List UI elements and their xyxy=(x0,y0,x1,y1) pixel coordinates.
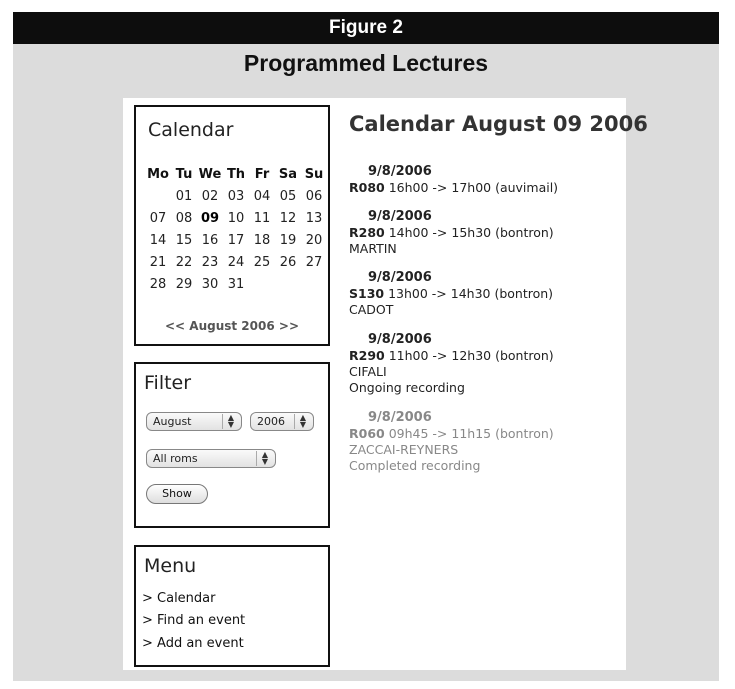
event-date: 9/8/2006 xyxy=(368,270,432,285)
calendar-day[interactable]: 09 xyxy=(200,210,220,226)
calendar-day[interactable]: 04 xyxy=(253,188,271,204)
calendar-week xyxy=(145,273,327,295)
calendar-day[interactable]: 28 xyxy=(149,276,167,292)
calendar-day[interactable]: 24 xyxy=(227,254,245,270)
calendar-day[interactable]: 29 xyxy=(175,276,193,292)
event-time: 13h00 -> 14h30 (bontron) xyxy=(388,286,554,301)
calendar-week xyxy=(145,185,327,207)
calendar-day[interactable]: 23 xyxy=(201,254,219,270)
calendar-day[interactable]: 07 xyxy=(149,210,167,226)
calendar-day[interactable]: 18 xyxy=(253,232,271,248)
weekday-header: Tu xyxy=(175,166,193,182)
calendar-day[interactable]: 01 xyxy=(175,188,193,204)
calendar-empty-cell xyxy=(275,273,301,295)
menu-item-calendar[interactable]: > Calendar xyxy=(142,591,216,606)
calendar-day[interactable]: 13 xyxy=(305,210,323,226)
event-room: R280 xyxy=(349,225,385,240)
room-select[interactable] xyxy=(146,449,276,468)
calendar-week xyxy=(145,229,327,251)
event-room: R060 xyxy=(349,426,385,441)
calendar-day[interactable]: 11 xyxy=(253,210,271,226)
event-item[interactable] xyxy=(349,410,554,474)
month-select[interactable] xyxy=(146,412,242,431)
calendar-day[interactable]: 31 xyxy=(227,276,245,292)
calendar-day[interactable]: 15 xyxy=(175,232,193,248)
year-select-value: 2006 xyxy=(257,415,285,428)
event-room: R080 xyxy=(349,180,385,195)
calendar-day[interactable]: 06 xyxy=(305,188,323,204)
weekday-header: Th xyxy=(226,166,246,182)
calendar-grid xyxy=(145,163,327,295)
event-speaker: CIFALI xyxy=(349,364,387,379)
event-date: 9/8/2006 xyxy=(368,410,432,425)
event-speaker: MARTIN xyxy=(349,241,397,256)
weekday-header: Sa xyxy=(278,166,298,182)
event-time: 11h00 -> 12h30 (bontron) xyxy=(388,348,554,363)
event-speaker: CADOT xyxy=(349,302,394,317)
calendar-title: Calendar xyxy=(148,119,234,141)
menu-item-find-event[interactable]: > Find an event xyxy=(142,613,246,628)
select-arrows-icon: ▲ ▼ xyxy=(294,414,311,429)
calendar-day[interactable]: 25 xyxy=(253,254,271,270)
weekday-header: Fr xyxy=(254,166,270,182)
calendar-day[interactable]: 26 xyxy=(279,254,297,270)
select-arrows-icon: ▲ ▼ xyxy=(256,451,273,466)
menu-title: Menu xyxy=(144,555,197,577)
calendar-day[interactable]: 22 xyxy=(175,254,193,270)
event-time: 09h45 -> 11h15 (bontron) xyxy=(388,426,554,441)
calendar-day[interactable]: 27 xyxy=(305,254,323,270)
calendar-day[interactable]: 30 xyxy=(201,276,219,292)
calendar-day[interactable]: 05 xyxy=(279,188,297,204)
event-time: 14h00 -> 15h30 (bontron) xyxy=(388,225,554,240)
calendar-week xyxy=(145,207,327,229)
select-arrows-icon: ▲ ▼ xyxy=(222,414,239,429)
calendar-day[interactable]: 03 xyxy=(227,188,245,204)
filter-box xyxy=(134,362,330,528)
figure-title: Programmed Lectures xyxy=(243,50,489,76)
year-select[interactable] xyxy=(250,412,314,431)
event-item[interactable] xyxy=(349,164,558,196)
calendar-day[interactable]: 08 xyxy=(175,210,193,226)
calendar-empty-cell xyxy=(145,185,171,207)
calendar-day[interactable]: 12 xyxy=(279,210,297,226)
show-button[interactable]: Show xyxy=(146,484,208,504)
event-status: Completed recording xyxy=(349,458,481,473)
event-time: 16h00 -> 17h00 (auvimail) xyxy=(388,180,559,195)
event-date: 9/8/2006 xyxy=(368,164,432,179)
event-speaker: ZACCAI-REYNERS xyxy=(349,442,459,457)
calendar-week xyxy=(145,251,327,273)
calendar-box xyxy=(134,105,330,346)
event-room: R290 xyxy=(349,348,385,363)
month-navigation[interactable]: << August 2006 >> xyxy=(165,319,299,333)
calendar-day[interactable]: 21 xyxy=(149,254,167,270)
menu-box xyxy=(134,545,330,667)
room-select-value: All roms xyxy=(153,452,198,465)
event-item[interactable] xyxy=(349,270,553,318)
event-room: S130 xyxy=(349,286,385,301)
figure-label: Figure 2 xyxy=(13,12,719,44)
event-item[interactable] xyxy=(349,332,554,396)
calendar-day[interactable]: 19 xyxy=(279,232,297,248)
weekday-header: Su xyxy=(304,166,324,182)
weekday-header: Mo xyxy=(147,166,169,182)
menu-item-add-event[interactable]: > Add an event xyxy=(142,636,244,651)
event-date: 9/8/2006 xyxy=(368,209,432,224)
page-title: Calendar August 09 2006 xyxy=(349,112,648,136)
calendar-day[interactable]: 14 xyxy=(149,232,167,248)
event-status: Ongoing recording xyxy=(349,380,465,395)
filter-title: Filter xyxy=(144,372,192,394)
calendar-day[interactable]: 02 xyxy=(201,188,219,204)
event-item[interactable] xyxy=(349,209,554,257)
calendar-day[interactable]: 16 xyxy=(201,232,219,248)
month-select-value: August xyxy=(153,415,192,428)
calendar-day[interactable]: 17 xyxy=(227,232,245,248)
calendar-empty-cell xyxy=(249,273,275,295)
calendar-empty-cell xyxy=(301,273,327,295)
event-date: 9/8/2006 xyxy=(368,332,432,347)
calendar-day[interactable]: 20 xyxy=(305,232,323,248)
calendar-day[interactable]: 10 xyxy=(227,210,245,226)
weekday-header: We xyxy=(198,166,222,182)
